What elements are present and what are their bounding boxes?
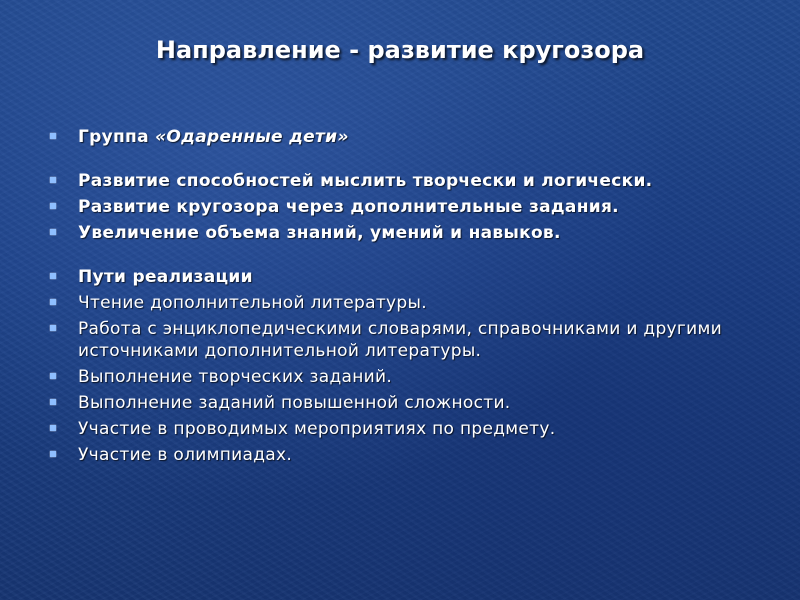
square-bullet-icon <box>50 373 56 379</box>
bullet-way-1 <box>50 292 770 314</box>
group-name: «Одаренные дети» <box>155 127 349 147</box>
slide-title: Направление - развитие кругозора <box>155 36 645 64</box>
square-bullet-icon <box>50 133 56 139</box>
goal-text: Развитие способностей мыслить творчески и логически. <box>78 171 653 191</box>
goal-text: Развитие кругозора через дополнительные задания. <box>78 197 619 217</box>
way-text: Работа с энциклопедическими словарями, справочниками и другими источниками дополнительной литературы. <box>78 319 722 361</box>
square-bullet-icon <box>50 177 56 183</box>
bullet-way-6 <box>50 444 770 466</box>
way-text: Выполнение творческих заданий. <box>78 367 393 387</box>
square-bullet-icon <box>50 451 56 457</box>
square-bullet-icon <box>50 425 56 431</box>
bullet-goal-3 <box>50 222 770 244</box>
square-bullet-icon <box>50 203 56 209</box>
bullet-way-5 <box>50 418 770 440</box>
bullet-way-3 <box>50 366 770 388</box>
way-text: Участие в олимпиадах. <box>78 445 293 465</box>
bullet-ways-title <box>50 266 770 288</box>
way-text: Участие в проводимых мероприятиях по предмету. <box>78 419 556 439</box>
square-bullet-icon <box>50 399 56 405</box>
square-bullet-icon <box>50 325 56 331</box>
goal-text: Увеличение объема знаний, умений и навыков. <box>78 223 561 243</box>
ways-title: Пути реализации <box>78 267 253 287</box>
bullet-goal-1 <box>50 170 770 192</box>
square-bullet-icon <box>50 229 56 235</box>
bullet-list <box>50 126 770 466</box>
way-text: Выполнение заданий повышенной сложности. <box>78 393 511 413</box>
group-label: Группа <box>78 127 156 147</box>
bullet-way-4 <box>50 392 770 414</box>
bullet-goal-2 <box>50 196 770 218</box>
way-text: Чтение дополнительной литературы. <box>78 293 427 313</box>
bullet-group <box>50 126 770 148</box>
square-bullet-icon <box>50 273 56 279</box>
square-bullet-icon <box>50 299 56 305</box>
bullet-way-2 <box>50 318 770 362</box>
